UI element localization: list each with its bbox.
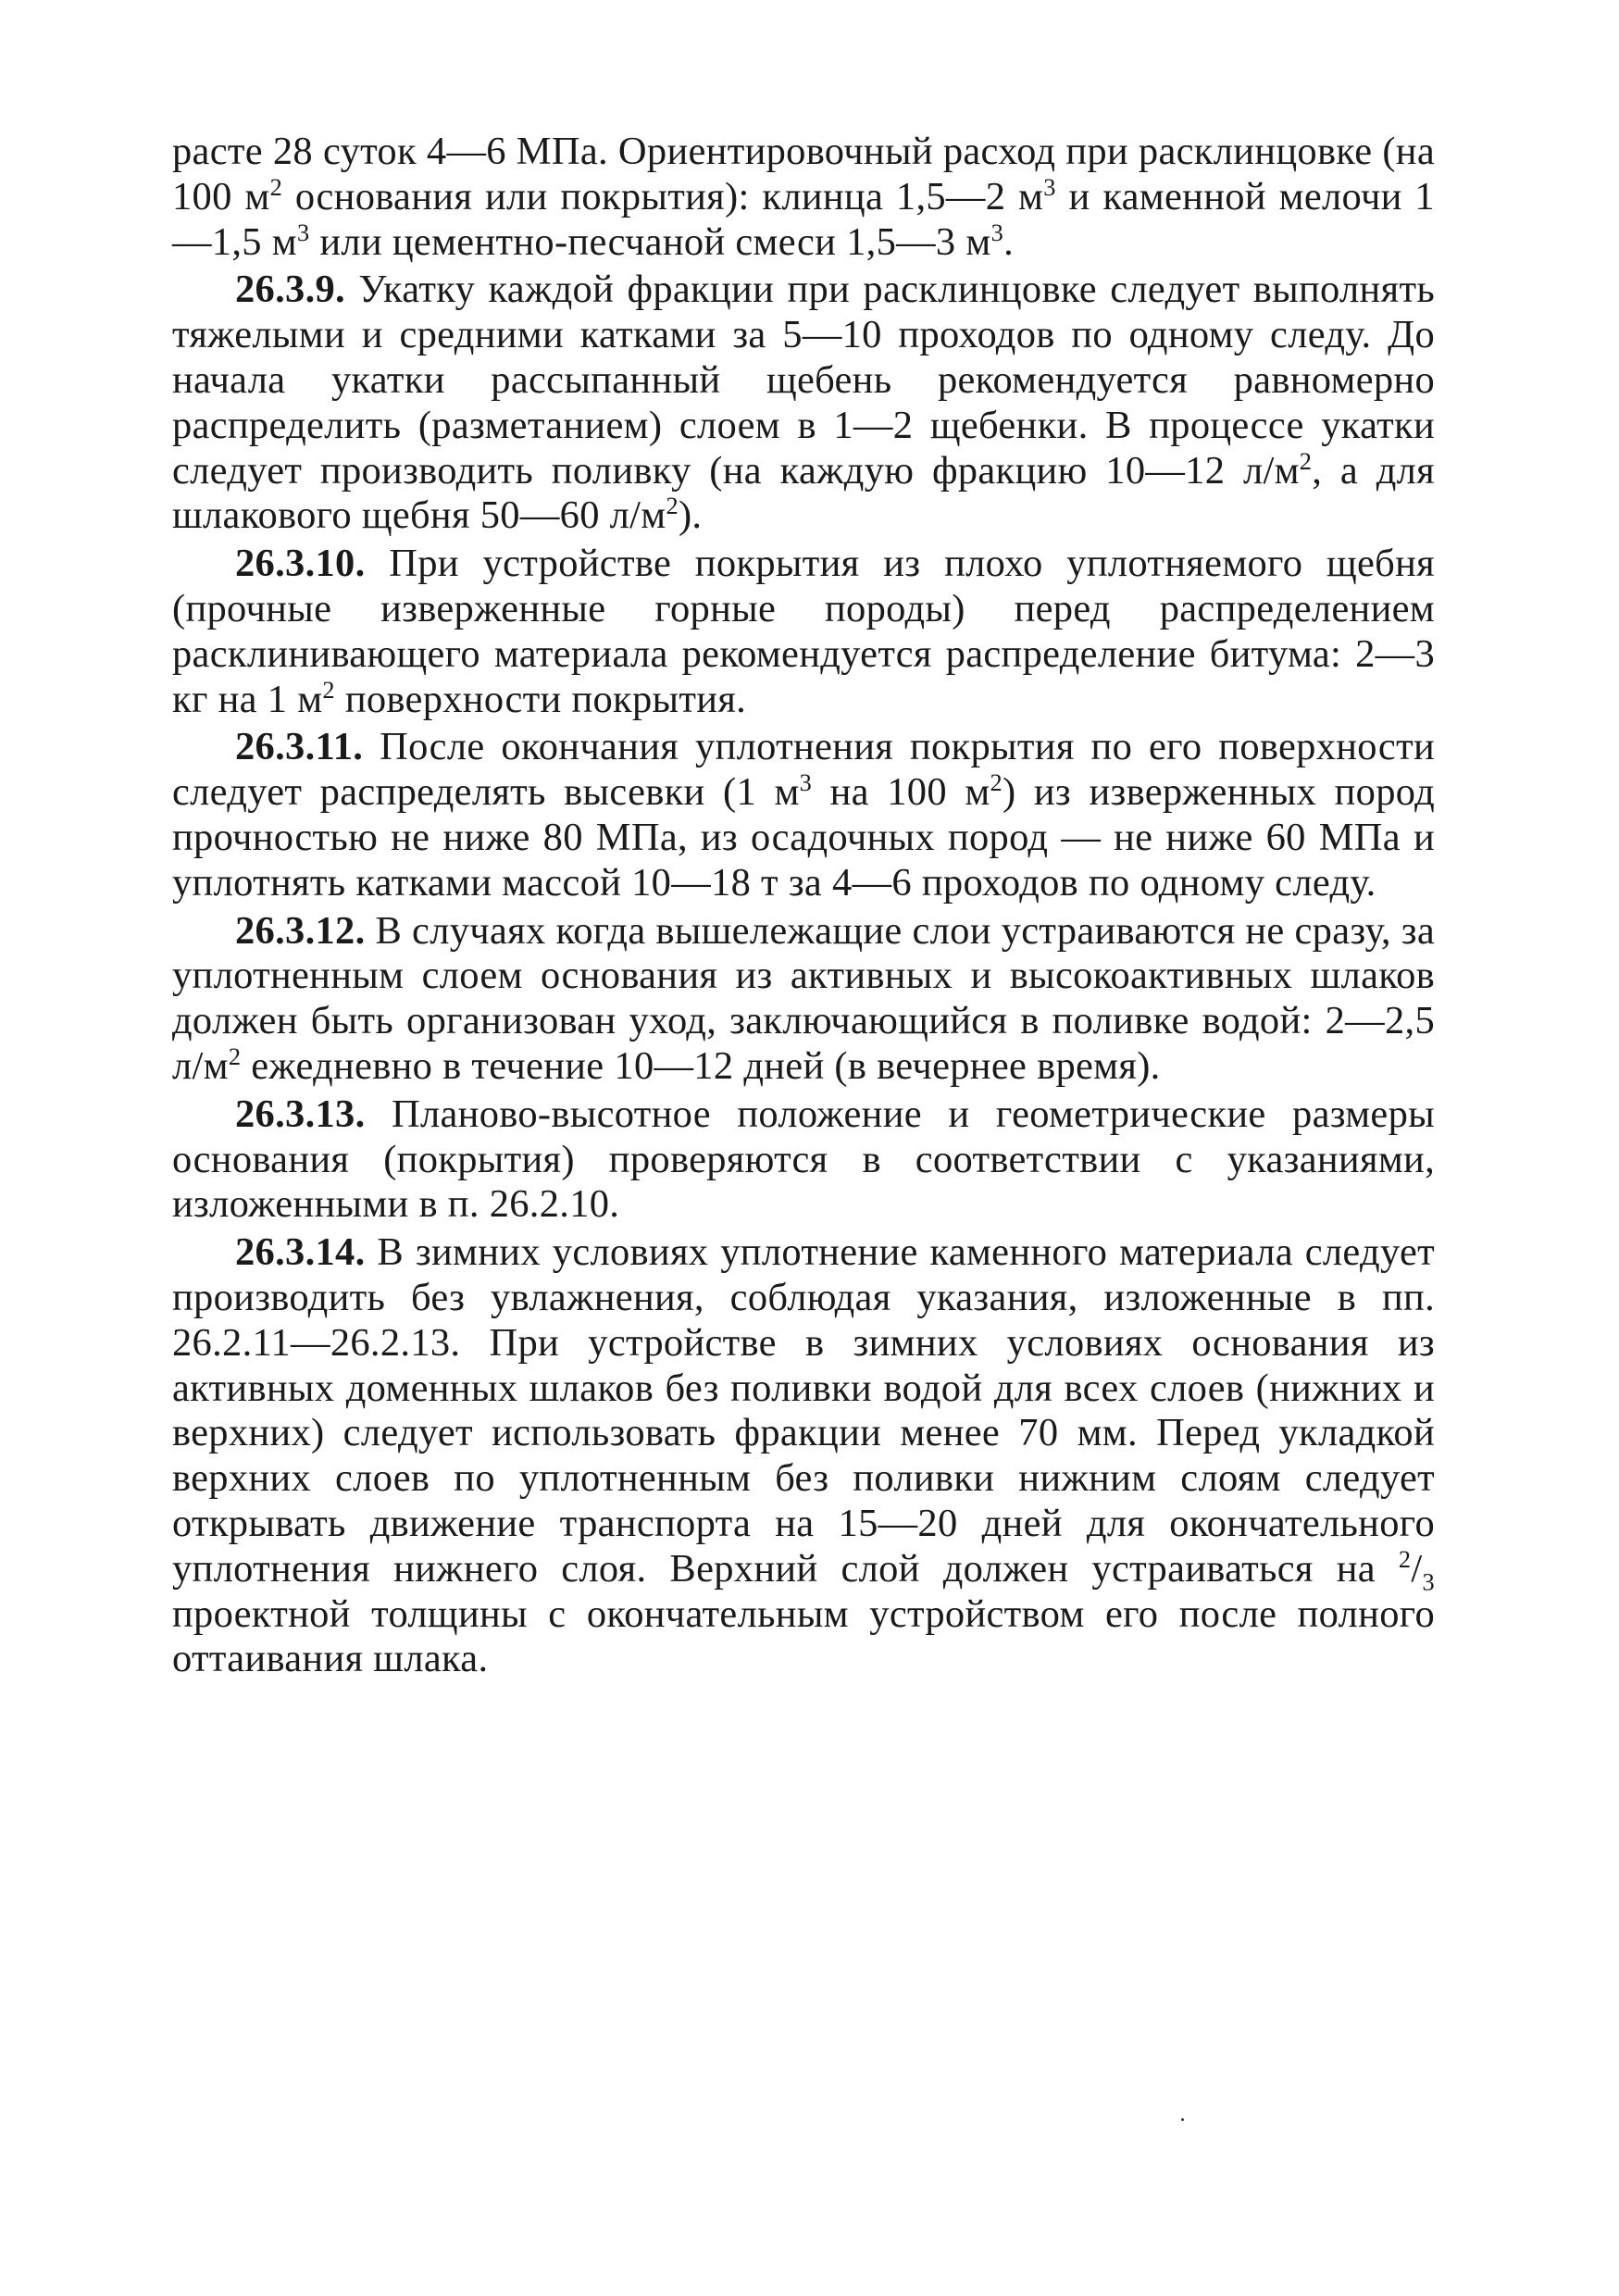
fraction-denominator: 3 [1422, 1568, 1435, 1596]
section-number: 26.3.11. [235, 725, 364, 769]
scan-speck [1181, 2118, 1184, 2121]
fraction-slash: / [1411, 1546, 1423, 1591]
section-number: 26.3.13. [235, 1092, 366, 1136]
section-number: 26.3.10. [235, 542, 366, 586]
paragraph-26-3-10: 26.3.10. При устройстве покрытия из плохо уплотняемого щебня (прочные изверженные горные породы) перед распределением расклинивающего материала рекомендуется распределение битума: 2—3 кг на 1 $м^2$ поверхности покрытия. [172, 542, 1435, 721]
paragraph-26-3-14: 26.3.14. В зимних условиях уплотнение каменного материала следует производить без увлажнения, соблюдая указания, изложенные в пп. 26.2.11—26.2.13. При устройстве в зимних условиях основания из активных доменных шлаков без поливки водой для всех слоев (нижних и верхних) следует использовать фракции менее 70 мм. Перед укладкой верхних слоев по уплотненным без поливки нижним слоям следует открывать движение транспорта на 15—20 дней для окончательного уплотнения нижнего слоя. Верхний слой должен устраиваться на $^2/_3$ проектной толщины с окончательным устройством его после полного оттаивания шлака. [172, 1230, 1435, 1681]
paragraph-26-3-13: 26.3.13. Планово-высотное положение и геометрические размеры основания (покрытия) проверяются в соответствии с указаниями, изложенными в п. 26.2.10. [172, 1092, 1435, 1227]
section-number: 26.3.9. [235, 268, 345, 312]
section-number: 26.3.12. [235, 908, 366, 953]
document-body [172, 130, 1435, 1682]
fraction-numerator: 2 [1398, 1545, 1412, 1573]
section-number: 26.3.14. [235, 1230, 366, 1275]
paragraph-26-3-11: 26.3.11. После окончания уплотнения покрытия по его поверхности следует распределять высевки (1 $м^3$ на 100 $м^2$) из изверженных пород прочностью не ниже 80 МПа, из осадочных пород — не ниже 60 МПа и уплотнять катками массой 10—18 т за 4—6 проходов по одному следу. [172, 725, 1436, 905]
paragraph-26-3-9: 26.3.9. Укатку каждой фракции при расклинцовке следует выполнять тяжелыми и средними катками за 5—10 проходов по одному следу. До начала укатки рассыпанный щебень рекомендуется равномерно распределить (разметанием) слоем в 1—2 щебенки. В процессе укатки следует производить поливку (на каждую фракцию 10—12 $л/м^2$, а для шлакового щебня 50—60 $л/м^2$). [172, 268, 1435, 538]
paragraph-26-3-12: 26.3.12. В случаях когда вышележащие слои устраиваются не сразу, за уплотненным слоем основания из активных и высокоактивных шлаков должен быть организован уход, заключающийся в поливке водой: 2—2,5 $л/м^2$ ежедневно в течение 10—12 дней (в вечернее время). [172, 908, 1435, 1088]
paragraph-continuation: расте 28 суток 4—6 МПа. Ориентировочный расход при расклинцовке (на 100 $м^2$ основания или покрытия): клинца 1,5—2 $м^3$ и каменной мелочи 1—1,5 $м^3$ или цементно-песчаной смеси 1,5—3 $м^3$. [172, 130, 1435, 264]
